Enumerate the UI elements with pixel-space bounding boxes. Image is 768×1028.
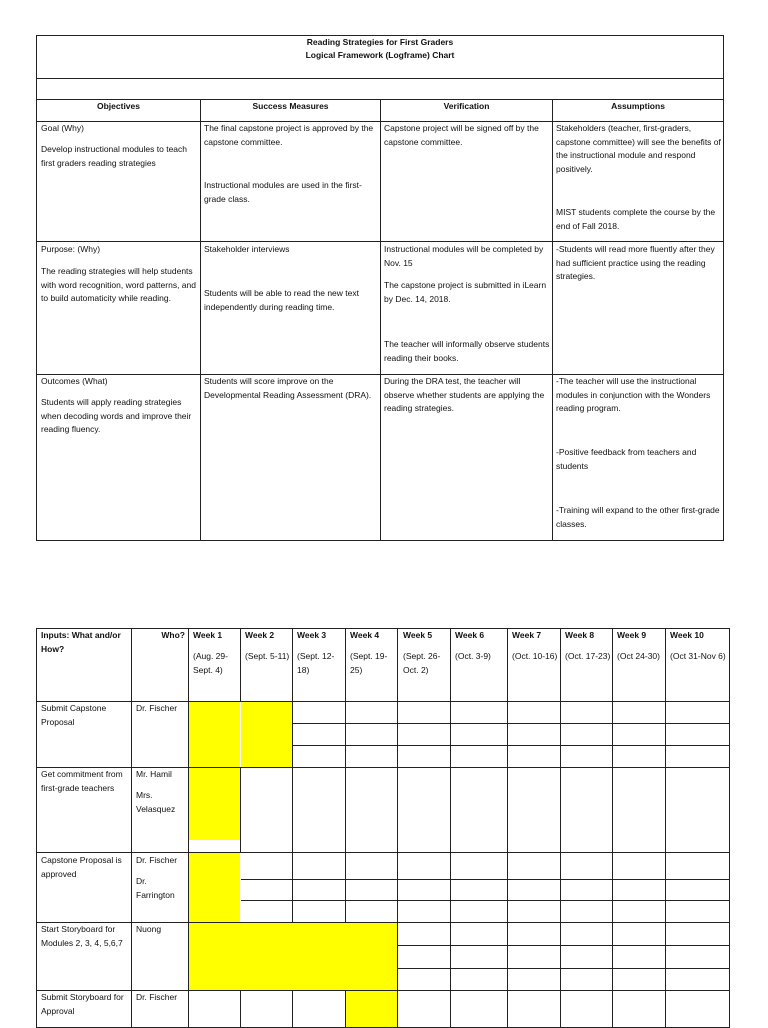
schedule-subrule	[241, 900, 729, 901]
outcomes-assumption-1: -The teacher will use the instructional modules in conjunction with the Wonders reading program.	[556, 376, 711, 414]
week-8-dates: (Oct. 17-23)	[565, 651, 611, 661]
schedule-rule	[507, 629, 508, 1027]
week-5-dates: (Sept. 26- Oct. 2)	[403, 651, 441, 675]
task-2: Get commitment from first-grade teachers	[41, 769, 123, 793]
schedule-rule	[612, 629, 613, 1027]
goal-objective: Develop instructional modules to teach first graders reading strategies	[41, 144, 187, 168]
week-2-label: Week 2	[245, 630, 275, 640]
task-3-who-2: Dr. Farrington	[136, 876, 175, 900]
highlight-week2-row1	[241, 702, 292, 767]
week-3-label: Week 3	[297, 630, 327, 640]
purpose-label: Purpose: (Why)	[41, 244, 101, 254]
highlight-weeks1-4-row4	[189, 923, 397, 991]
week-9-label: Week 9	[617, 630, 647, 640]
logframe-rule	[552, 99, 553, 540]
outcomes-success-1: Students will score improve on the Developmental Reading Assessment (DRA).	[204, 376, 372, 400]
week-5-label: Week 5	[403, 630, 433, 640]
highlight-week1-rows1-2	[189, 702, 240, 840]
week-4-dates: (Sept. 19-25)	[350, 651, 388, 675]
task-5-who: Dr. Fischer	[136, 992, 178, 1002]
task-4-who: Nuong	[136, 924, 162, 934]
outcomes-assumption-3: -Training will expand to the other first-grade classes.	[556, 505, 720, 529]
schedule-subrule	[398, 945, 729, 946]
goal-label: Goal (Why)	[41, 123, 84, 133]
header-objectives: Objectives	[97, 101, 140, 111]
outcomes-assumption-2: -Positive feedback from teachers and students	[556, 447, 697, 471]
week-8-label: Week 8	[565, 630, 595, 640]
schedule-rule	[665, 629, 666, 1027]
purpose-verification-2: The capstone project is submitted in iLearn by Dec. 14, 2018.	[384, 280, 547, 304]
purpose-success-1: Stakeholder interviews	[204, 244, 290, 254]
task-2-who-1: Mr. Hamil	[136, 769, 172, 779]
week-6-label: Week 6	[455, 630, 485, 640]
purpose-objective: The reading strategies will help students with word recognition, word patterns, and to build automaticity while reading.	[41, 266, 196, 304]
week-10-dates: (Oct 31-Nov 6)	[670, 651, 726, 661]
week-2-dates: (Sept. 5-11)	[245, 651, 290, 661]
schedule-rule	[397, 629, 398, 1027]
header-success-measures: Success Measures	[252, 101, 329, 111]
purpose-success-2: Students will be able to read the new text independently during reading time.	[204, 288, 359, 312]
task-1-who: Dr. Fischer	[136, 703, 178, 713]
schedule-rule	[240, 767, 241, 853]
week-6-dates: (Oct. 3-9)	[455, 651, 491, 661]
logframe-rule	[37, 78, 723, 79]
schedule-rule	[240, 990, 241, 1027]
week-1-label: Week 1	[193, 630, 223, 640]
task-2-who-2: Mrs. Velasquez	[136, 790, 176, 814]
schedule-table	[36, 628, 730, 1028]
goal-success-1: The final capstone project is approved by the capstone committee.	[204, 123, 374, 147]
task-5: Submit Storyboard for Approval	[41, 992, 124, 1016]
header-who: Who?	[161, 630, 185, 640]
schedule-rule	[188, 629, 189, 1027]
schedule-rule	[345, 990, 346, 1027]
week-3-dates: (Sept. 12-18)	[297, 651, 335, 675]
schedule-rule	[37, 852, 729, 853]
schedule-rule	[292, 629, 293, 923]
week-1-dates: (Aug. 29-Sept. 4)	[193, 651, 228, 675]
logframe-rule	[200, 99, 201, 540]
schedule-rule	[292, 990, 293, 1027]
header-inputs: Inputs: What and/or How?	[41, 630, 121, 654]
task-3: Capstone Proposal is approved	[41, 855, 122, 879]
highlight-week1-row3	[189, 853, 240, 922]
schedule-subrule	[293, 745, 729, 746]
purpose-verification-3: The teacher will informally observe students reading their books.	[384, 339, 550, 363]
header-verification: Verification	[443, 101, 490, 111]
goal-verification-1: Capstone project will be signed off by the capstone committee.	[384, 123, 539, 147]
goal-assumption-2: MIST students complete the course by the end of Fall 2018.	[556, 207, 716, 231]
schedule-subrule	[293, 723, 729, 724]
schedule-rule	[560, 629, 561, 1027]
task-3-who-1: Dr. Fischer	[136, 855, 178, 865]
week-7-label: Week 7	[512, 630, 542, 640]
logframe-table	[36, 35, 724, 541]
schedule-subrule	[241, 879, 729, 880]
schedule-rule	[131, 629, 132, 1027]
purpose-assumption-1: -Students will read more fluently after they had sufficient practice using the reading strategies.	[556, 244, 715, 282]
logframe-title-line1: Reading Strategies for First Graders	[306, 37, 454, 47]
schedule-rule	[450, 629, 451, 1027]
week-7-dates: (Oct. 10-16)	[512, 651, 558, 661]
task-1: Submit Capstone Proposal	[41, 703, 107, 727]
schedule-subrule	[398, 968, 729, 969]
goal-success-2: Instructional modules are used in the first-grade class.	[204, 180, 362, 204]
purpose-verification-1: Instructional modules will be completed by Nov. 15	[384, 244, 544, 268]
logframe-rule	[380, 99, 381, 540]
outcomes-verification-1: During the DRA test, the teacher will observe whether students are applying the reading strategies.	[384, 376, 545, 414]
highlight-week4-row5	[346, 991, 397, 1027]
goal-assumption-1: Stakeholders (teacher, first-graders, capstone committee) will see the benefits of the instructional module and respond positively.	[556, 123, 721, 174]
schedule-rule	[345, 629, 346, 923]
outcomes-label: Outcomes (What)	[41, 376, 108, 386]
outcomes-objective: Students will apply reading strategies when decoding words and improve their reading fluency.	[41, 397, 192, 435]
week-10-label: Week 10	[670, 630, 704, 640]
header-assumptions: Assumptions	[611, 101, 665, 111]
week-9-dates: (Oct 24-30)	[617, 651, 660, 661]
logframe-title-line2: Logical Framework (Logframe) Chart	[305, 50, 455, 60]
task-4: Start Storyboard for Modules 2, 3, 4, 5,6,7	[41, 924, 123, 948]
week-4-label: Week 4	[350, 630, 380, 640]
